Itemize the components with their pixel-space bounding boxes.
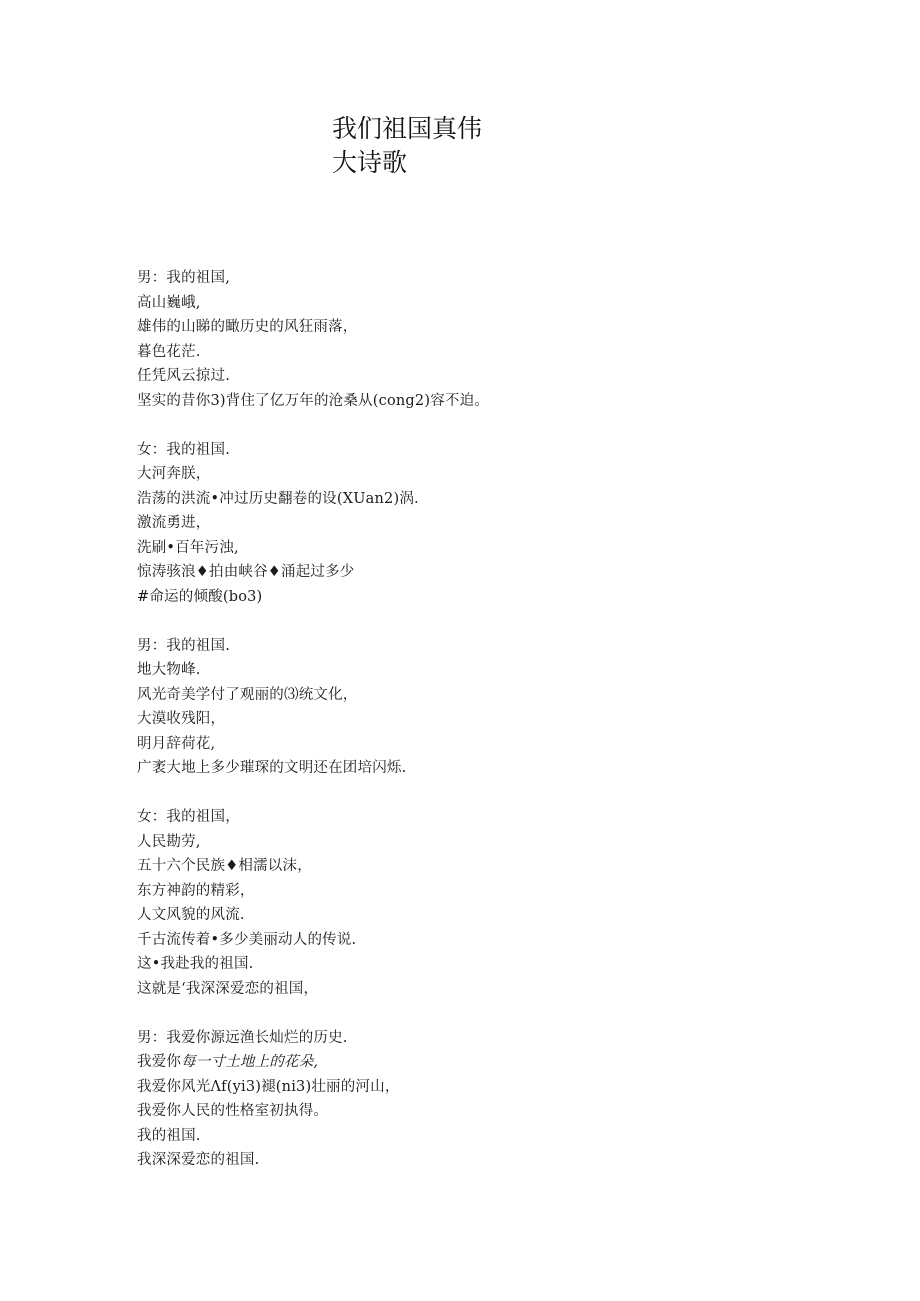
poem-line: 暮色花茫.: [137, 343, 201, 360]
title-line-2: 大诗歌: [332, 148, 408, 177]
poem-line: #命运的倾酸(bo3): [137, 588, 263, 605]
stanza-3: [137, 634, 837, 781]
poem-line: 浩荡的洪流•冲过历史翻卷的设(XUan2)涡.: [137, 490, 419, 507]
stanza-5: [137, 1026, 837, 1173]
poem-line: 雄伟的山睇的瞰历史的风狂雨落，: [137, 319, 358, 335]
poem-line: 人文风貌的风流.: [137, 907, 245, 923]
stanza-4: [137, 805, 837, 1001]
poem-line: 坚实的昔你3)背住了亿万年的沧桑从(cong2)容不迫。: [137, 392, 489, 409]
poem-line: 这就是‘我深深爱恋的祖国，: [137, 980, 319, 997]
poem-line: 这•我赴我的祖国.: [137, 956, 254, 972]
stanza-2: [137, 438, 837, 610]
poem-line: 大河奔朕，: [137, 466, 211, 482]
title-line-1: 我们祖国真伟: [332, 114, 483, 143]
poem-line-head: 我爱你: [137, 1054, 182, 1070]
poem-body: [137, 266, 837, 1197]
poem-line: 洗刷•百年污浊,: [137, 539, 239, 556]
poem-line-italic-tail: 每一寸土地上的花朵,: [181, 1054, 319, 1070]
poem-line: 我的祖国.: [137, 1127, 201, 1144]
poem-line: 东方神韵的精彩，: [137, 882, 255, 899]
poem-line: 我爱你人民的性格室初执得。: [137, 1103, 329, 1119]
document-title: [332, 112, 482, 180]
poem-line: 明月辞荷花,: [137, 735, 216, 752]
poem-line: 女：我的祖国，: [137, 809, 240, 825]
poem-line: 女：我的祖国.: [137, 441, 231, 458]
poem-line: 风光奇美学付了观丽的⑶统文化，: [137, 686, 358, 703]
poem-line: 人民勘劳,: [137, 833, 201, 850]
poem-line: 千古流传着•多少美丽动人的传说.: [137, 931, 357, 948]
stanza-1: [137, 266, 837, 413]
poem-line: 广袤大地上多少璀琛的文明还在团培闪烁.: [137, 760, 407, 776]
poem-line: 高山巍峨,: [137, 294, 201, 311]
poem-line: 男：我的祖国,: [137, 270, 231, 286]
poem-line-mixed: [137, 1050, 837, 1075]
poem-line: 地大物峰.: [137, 662, 201, 678]
poem-line: 激流勇进，: [137, 515, 211, 531]
poem-line: 大漠收残阳，: [137, 711, 226, 727]
poem-line: 男：我爱你源远渔长灿烂的历史.: [137, 1029, 348, 1046]
poem-line: 五十六个民族♦相濡以沫，: [137, 858, 312, 874]
poem-line: 惊涛骇浪♦拍由峡谷♦涌起过多少: [137, 564, 355, 580]
poem-line: 我爱你风光Λf(yi3)褪(ni3)壮丽的河山，: [137, 1078, 400, 1095]
poem-line: 我深深爱恋的祖国.: [137, 1152, 260, 1168]
poem-line: 任凭风云掠过.: [137, 368, 231, 384]
poem-line: 男：我的祖国.: [137, 637, 231, 654]
